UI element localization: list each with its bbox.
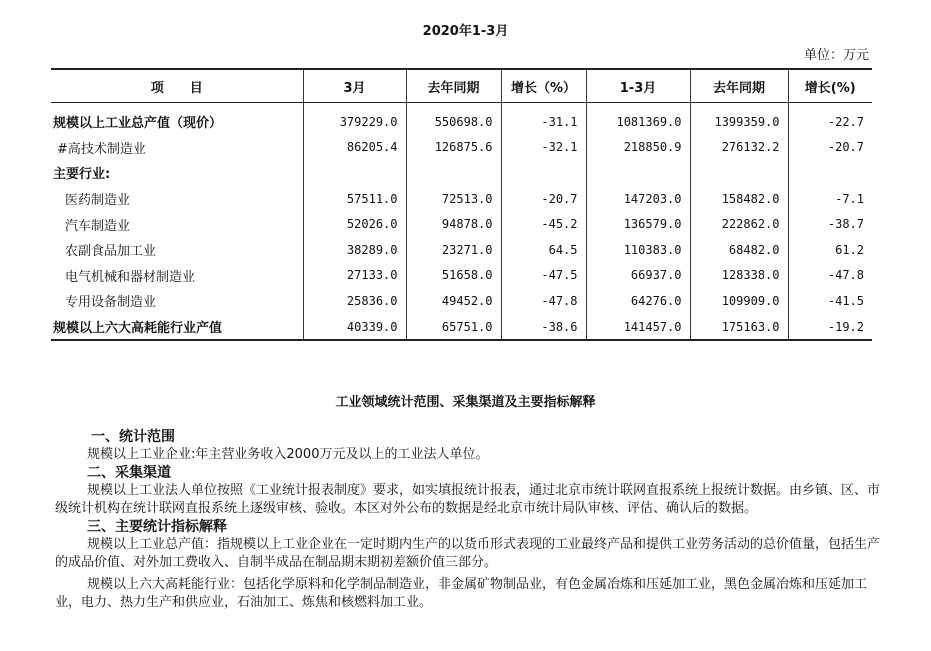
cell: 49452.0	[406, 288, 501, 314]
row-label: 农副食品加工业	[65, 244, 157, 260]
cell: 25836.0	[303, 288, 406, 314]
cell: 27133.0	[303, 263, 406, 289]
cell: 1081369.0	[586, 103, 690, 135]
table-header-row	[51, 69, 872, 103]
row-label: 电气机械和器材制造业	[65, 269, 196, 285]
table-row	[51, 186, 872, 212]
cell: 23271.0	[406, 237, 501, 263]
table-row	[51, 103, 872, 135]
section-heading-channel: 二、采集渠道	[87, 465, 171, 481]
cell: 222862.0	[690, 211, 788, 237]
cell: 276132.2	[690, 135, 788, 161]
cell: 128338.0	[690, 263, 788, 289]
cell: 68482.0	[690, 237, 788, 263]
header-march: 3月	[303, 69, 406, 103]
cell: 57511.0	[303, 186, 406, 212]
cell: 109909.0	[690, 288, 788, 314]
cell	[406, 160, 501, 186]
cell	[690, 160, 788, 186]
cell	[586, 160, 690, 186]
cell: -32.1	[501, 135, 586, 161]
header-growth: 增长（%）	[501, 69, 586, 103]
cell: 72513.0	[406, 186, 501, 212]
cell	[501, 160, 586, 186]
cell: -47.8	[501, 288, 586, 314]
unit-label: 单位：万元	[803, 48, 869, 63]
cell: 66937.0	[586, 263, 690, 289]
cell: 94878.0	[406, 211, 501, 237]
table-row	[51, 237, 872, 263]
cell: 64276.0	[586, 288, 690, 314]
cell: -7.1	[788, 186, 872, 212]
table-row	[51, 263, 872, 289]
cell: 86205.4	[303, 135, 406, 161]
cell: -38.6	[501, 314, 586, 341]
row-label: 规模以上六大高耗能行业产值	[51, 314, 303, 341]
cell: -41.5	[788, 288, 872, 314]
explanation-body	[55, 428, 880, 612]
cell	[788, 160, 872, 186]
cell: 64.5	[501, 237, 586, 263]
row-label: 主要行业:	[53, 167, 111, 183]
cell: 218850.9	[586, 135, 690, 161]
cell: -31.1	[501, 103, 586, 135]
header-growth-cumulative: 增长(%)	[788, 69, 872, 103]
header-last-year-cumulative: 去年同期	[690, 69, 788, 103]
section-heading-scope: 一、统计范围	[91, 429, 175, 445]
cell: 158482.0	[690, 186, 788, 212]
row-label: 专用设备制造业	[65, 295, 157, 311]
cell: 52026.0	[303, 211, 406, 237]
cell: 51658.0	[406, 263, 501, 289]
row-label: 规模以上工业总产值（现价）	[53, 116, 223, 132]
table-row	[51, 211, 872, 237]
cell: 40339.0	[303, 314, 406, 341]
explanation-title: 工业领域统计范围、采集渠道及主要指标解释	[335, 395, 596, 410]
cell: 136579.0	[586, 211, 690, 237]
header-last-year: 去年同期	[406, 69, 501, 103]
statistics-table	[51, 68, 872, 341]
cell: 126875.6	[406, 135, 501, 161]
cell: 1399359.0	[690, 103, 788, 135]
cell: -22.7	[788, 103, 872, 135]
report-title: 2020年1-3月	[422, 24, 509, 39]
cell: -20.7	[788, 135, 872, 161]
row-label: 汽车制造业	[65, 218, 131, 234]
cell: 141457.0	[586, 314, 690, 341]
cell: -47.8	[788, 263, 872, 289]
header-item: 项 目	[51, 69, 303, 103]
row-label: #高技术制造业	[57, 141, 146, 157]
cell: 379229.0	[303, 103, 406, 135]
cell: 550698.0	[406, 103, 501, 135]
cell: 61.2	[788, 237, 872, 263]
cell	[303, 160, 406, 186]
section-text-energy-industries: 规模以上六大高耗能行业：包括化学原料和化学制品制造业，非金属矿物制品业，有色金属冶炼和压延加工业，黑色金属冶炼和压延加工业，电力、热力生产和供应业，石油加工、炼焦和核燃料加工业。	[55, 577, 868, 610]
cell: -20.7	[501, 186, 586, 212]
cell: 147203.0	[586, 186, 690, 212]
cell: 38289.0	[303, 237, 406, 263]
cell: 110383.0	[586, 237, 690, 263]
table-row	[51, 135, 872, 161]
cell: -19.2	[788, 314, 872, 341]
cell: 65751.0	[406, 314, 501, 341]
table-row	[51, 288, 872, 314]
section-text-scope: 规模以上工业企业:年主营业务收入2000万元及以上的工业法人单位。	[87, 447, 489, 462]
row-label: 医药制造业	[65, 193, 131, 209]
table-row	[51, 160, 872, 186]
section-text-channel: 规模以上工业法人单位按照《工业统计报表制度》要求，如实填报统计报表，通过北京市统计联网直报系统上报统计数据。由乡镇、区、市级统计机构在统计联网直报系统上逐级审核、验收。本区对外公布的数据是经北京市统计局队审核、评估、确认后的数据。	[55, 483, 881, 516]
cell: -38.7	[788, 211, 872, 237]
section-text-output-value: 规模以上工业总产值：指规模以上工业企业在一定时期内生产的以货币形式表现的工业最终产品和提供工业劳务活动的总价值量，包括生产的成品价值、对外加工费收入、自制半成品在制品期末期初差额价值三部分。	[55, 537, 881, 570]
cell: -45.2	[501, 211, 586, 237]
section-heading-indicators: 三、主要统计指标解释	[87, 519, 227, 535]
table-row	[51, 314, 872, 341]
cell: 175163.0	[690, 314, 788, 341]
cell: -47.5	[501, 263, 586, 289]
header-jan-mar: 1-3月	[586, 69, 690, 103]
